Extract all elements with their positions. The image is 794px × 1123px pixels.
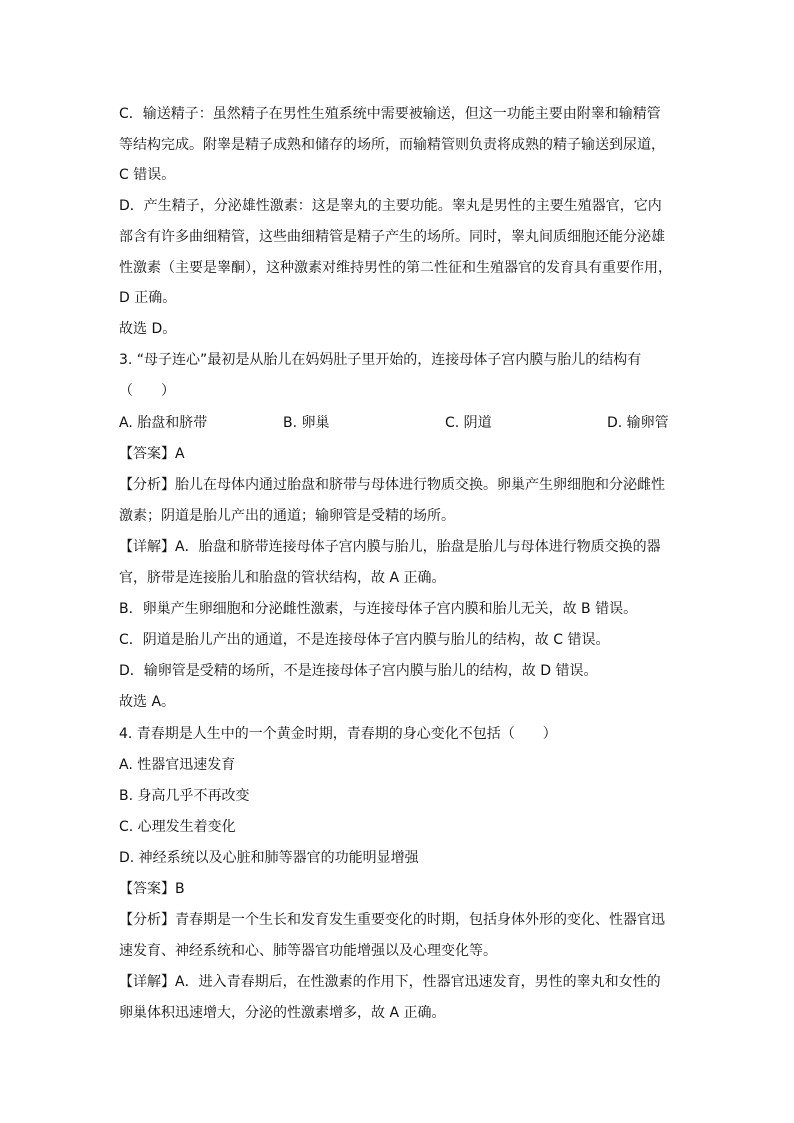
q4-answer: 【答案】B bbox=[119, 881, 185, 897]
q3-detail-line-3: B．卵巢产生卵细胞和分泌雌性激素，与连接母体子宫内膜和胎儿无关，故 B 错误。 bbox=[119, 601, 638, 617]
q3-analysis-line-2: 激素；阴道是胎儿产出的通道；输卵管是受精的场所。 bbox=[119, 508, 455, 524]
q2-d-line-3: 性激素（主要是睾酮），这种激素对维持男性的第二性征和生殖器官的发育具有重要作用， bbox=[119, 260, 672, 276]
q3-option-d: D. 输卵管 bbox=[607, 415, 669, 431]
q3-option-b: B. 卵巢 bbox=[283, 415, 330, 431]
q3-detail-line-2: 官，脐带是连接胎儿和胎盘的管状结构，故 A 正确。 bbox=[119, 570, 446, 586]
q4-analysis-line-1: 【分析】青春期是一个生长和发育发生重要变化的时期，包括身体外形的变化、性器官迅 bbox=[119, 912, 665, 928]
q4-option-d: D. 神经系统以及心脏和肺等器官的功能明显增强 bbox=[119, 850, 419, 866]
q3-stem-line-1: 3. “母子连心”最初是从胎儿在妈妈肚子里开始的，连接母体子宫内膜与胎儿的结构有 bbox=[119, 352, 642, 368]
q4-detail-line-2: 卵巢体积迅速增大，分泌的性激素增多，故 A 正确。 bbox=[119, 1005, 446, 1021]
q3-detail-line-4: C．阴道是胎儿产出的通道，不是连接母体子宫内膜与胎儿的结构，故 C 错误。 bbox=[119, 632, 610, 648]
q2-c-line-2: 等结构完成。附睾是精子成熟和储存的场所，而输精管则负责将成熟的精子输送到尿道， bbox=[119, 137, 665, 153]
q4-option-b: B. 身高几乎不再改变 bbox=[119, 788, 250, 804]
q3-option-c: C. 阴道 bbox=[445, 415, 492, 431]
q2-conclusion: 故选 D。 bbox=[119, 321, 177, 337]
q3-detail-line-1: 【详解】A．胎盘和脐带连接母体子宫内膜与胎儿，胎盘是胎儿与母体进行物质交换的器 bbox=[119, 539, 661, 555]
q3-options bbox=[119, 413, 679, 433]
q3-detail-line-5: D．输卵管是受精的场所，不是连接母体子宫内膜与胎儿的结构，故 D 错误。 bbox=[119, 663, 598, 679]
q4-option-a: A. 性器官迅速发育 bbox=[119, 757, 236, 773]
q3-analysis-line-1: 【分析】胎儿在母体内通过胎盘和脐带与母体进行物质交换。卵巢产生卵细胞和分泌雌性 bbox=[119, 477, 665, 493]
q2-c-line-1: C．输送精子：虽然精子在男性生殖系统中需要被输送，但这一功能主要由附睾和输精管 bbox=[119, 106, 661, 122]
q2-d-line-1: D．产生精子，分泌雄性激素：这是睾丸的主要功能。睾丸是男性的主要生殖器官，它内 bbox=[119, 198, 662, 214]
q4-detail-line-1: 【详解】A．进入青春期后，在性激素的作用下，性器官迅速发育，男性的睾丸和女性的 bbox=[119, 974, 661, 990]
q4-stem: 4. 青春期是人生中的一个黄金时期，青春期的身心变化不包括（ ） bbox=[119, 726, 557, 742]
q2-d-line-2: 部含有许多曲细精管，这些曲细精管是精子产生的场所。同时，睾丸间质细胞还能分泌雄 bbox=[119, 229, 665, 245]
q2-d-line-4: D 正确。 bbox=[119, 290, 177, 306]
q3-conclusion: 故选 A。 bbox=[119, 694, 176, 710]
q2-c-line-3: C 错误。 bbox=[119, 167, 176, 183]
q3-option-a: A. 胎盘和脐带 bbox=[119, 415, 208, 431]
q4-option-c: C. 心理发生着变化 bbox=[119, 819, 236, 835]
q3-answer: 【答案】A bbox=[119, 446, 185, 462]
q3-stem-line-2: （ ） bbox=[119, 383, 175, 399]
q4-analysis-line-2: 速发育、神经系统和心、肺等器官功能增强以及心理变化等。 bbox=[119, 943, 497, 959]
